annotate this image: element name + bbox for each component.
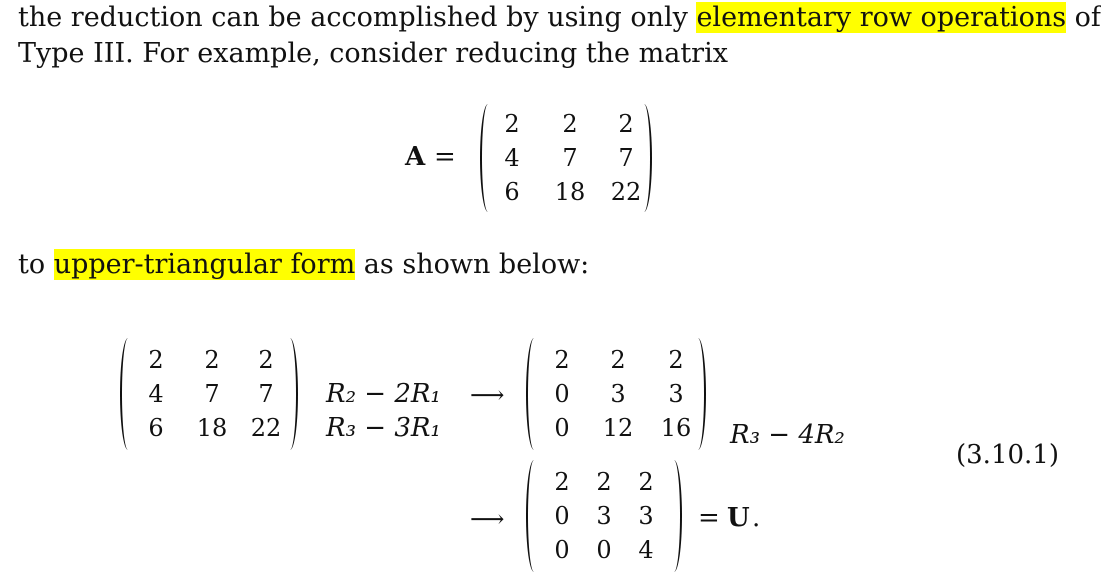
paragraph-line-1 [18, 1, 1101, 35]
text-segment: to [18, 249, 46, 280]
cell: 18 [196, 414, 228, 442]
cell: 0 [596, 536, 612, 564]
cell: 4 [504, 144, 520, 172]
paragraph-line-2: Type III. For example, consider reducing the matrix [18, 38, 728, 69]
cell: 7 [258, 380, 274, 408]
cell: 6 [148, 414, 164, 442]
cell: 2 [554, 468, 570, 496]
cell: 7 [204, 380, 220, 408]
arrow-icon: ⟶ [470, 505, 505, 533]
highlight-elementary-row-operations[interactable]: elementary row operations [696, 2, 1067, 33]
cell: 0 [554, 380, 570, 408]
cell: 18 [554, 178, 586, 206]
cell: 2 [618, 110, 634, 138]
row-operation-2: R₃ − 4R₂ [730, 420, 845, 450]
reduction-matrix-2 [526, 338, 706, 450]
cell: 0 [554, 502, 570, 530]
paragraph-2 [18, 248, 589, 282]
matrix-a [480, 104, 652, 212]
highlight-upper-triangular-form[interactable]: upper-triangular form [53, 249, 356, 280]
reduction-matrix-3 [526, 460, 682, 572]
right-paren [690, 338, 706, 450]
row-operation-1a: R₂ − 2R₁ [326, 379, 441, 409]
cell: 2 [638, 468, 654, 496]
equals-sign: = [434, 142, 456, 172]
cell: 0 [554, 536, 570, 564]
cell: 2 [610, 346, 626, 374]
cell: 2 [668, 346, 684, 374]
left-paren [120, 338, 136, 450]
cell: 2 [562, 110, 578, 138]
cell: 2 [596, 468, 612, 496]
cell: 2 [204, 346, 220, 374]
right-paren [282, 338, 298, 450]
cell: 4 [148, 380, 164, 408]
cell: 3 [638, 502, 654, 530]
cell: 2 [554, 346, 570, 374]
left-paren [526, 338, 542, 450]
cell: 7 [562, 144, 578, 172]
cell: 4 [638, 536, 654, 564]
matrix-a-label: A [405, 142, 426, 172]
left-paren [480, 104, 496, 212]
reduction-matrix-1 [120, 338, 298, 450]
cell: 22 [610, 178, 642, 206]
cell: 2 [258, 346, 274, 374]
cell: 7 [618, 144, 634, 172]
result-period: . [752, 503, 761, 533]
right-paren [666, 460, 682, 572]
left-paren [526, 460, 542, 572]
row-operation-1b: R₃ − 3R₁ [326, 413, 441, 443]
cell: 2 [504, 110, 520, 138]
cell: 22 [250, 414, 282, 442]
cell: 16 [660, 414, 692, 442]
text-segment: as shown below: [363, 249, 590, 280]
cell: 12 [602, 414, 634, 442]
text-segment: of [1074, 2, 1101, 33]
cell: 0 [554, 414, 570, 442]
matrix-u-label: U [727, 503, 750, 533]
cell: 6 [504, 178, 520, 206]
cell: 3 [596, 502, 612, 530]
cell: 2 [148, 346, 164, 374]
cell: 3 [668, 380, 684, 408]
text-segment: the reduction can be accomplished by using only [18, 2, 688, 33]
arrow-icon: ⟶ [470, 381, 505, 409]
cell: 3 [610, 380, 626, 408]
result-equals: = [698, 503, 720, 533]
equation-number: (3.10.1) [956, 440, 1059, 470]
